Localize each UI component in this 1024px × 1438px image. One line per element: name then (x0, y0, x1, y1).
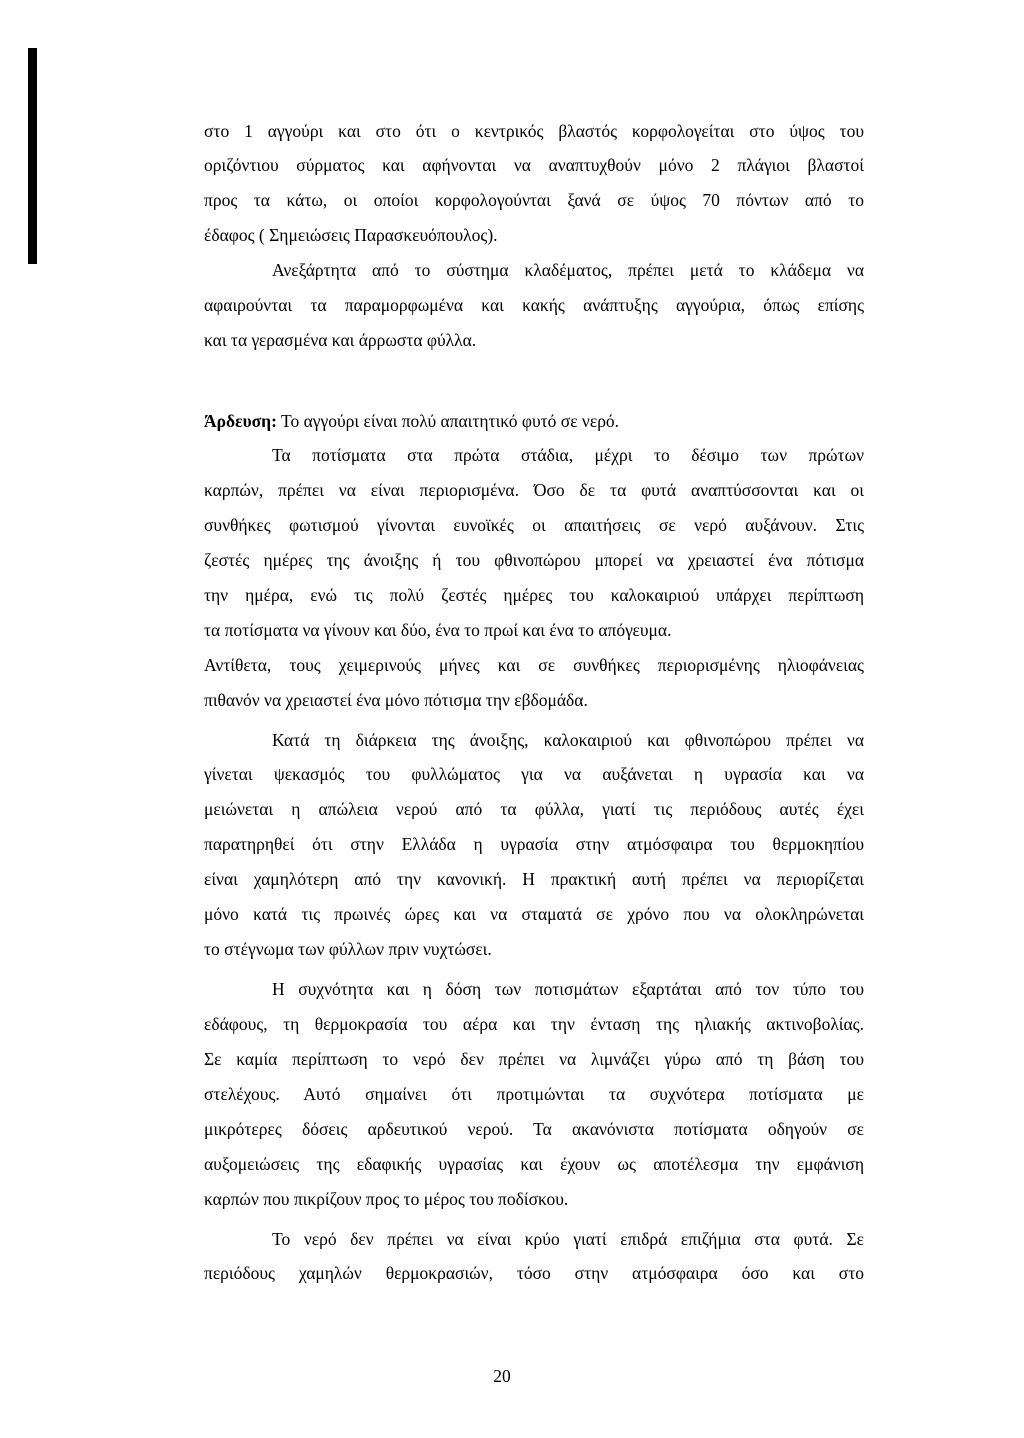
text-line: μόνο κατά τις πρωινές ώρες και να σταματά σε χρόνο που να ολοκληρώνεται (204, 904, 864, 924)
text-line: στο 1 αγγούρι και στο ότι ο κεντρικός βλαστός κορφολογείται στο ύψος του (204, 121, 864, 141)
text-line: μικρότερες δόσεις αρδευτικού νερού. Τα ακανόνιστα ποτίσματα οδηγούν σε (204, 1119, 864, 1139)
text-line: το στέγνωμα των φύλλων πριν νυχτώσει. (204, 939, 492, 959)
text-line: Σε καμία περίπτωση το νερό δεν πρέπει να λιμνάζει γύρω από τη βάση του (204, 1049, 864, 1069)
text-line: προς τα κάτω, οι οποίοι κορφολογούνται ξανά σε ύψος 70 πόντων από το (204, 190, 864, 210)
text-line: Τα ποτίσματα στα πρώτα στάδια, μέχρι το δέσιμο των πρώτων (272, 445, 864, 465)
text-line: οριζόντιου σύρματος και αφήνονται να αναπτυχθούν μόνο 2 πλάγιοι βλαστοί (204, 155, 864, 175)
text-line: στελέχους. Αυτό σημαίνει ότι προτιμώνται τα συχνότερα ποτίσματα με (204, 1084, 864, 1104)
section-heading: Άρδευση: (204, 411, 277, 431)
text-line: και τα γερασμένα και άρρωστα φύλλα. (204, 330, 477, 350)
text-line: καρπών που πικρίζουν προς το μέρος του ποδίσκου. (204, 1189, 569, 1209)
text-line: τα ποτίσματα να γίνουν και δύο, ένα το πρωί και ένα το απόγευμα. (204, 620, 672, 640)
text-line: την ημέρα, ενώ τις πολύ ζεστές ημέρες του καλοκαιριού υπάρχει περίπτωση (204, 585, 864, 605)
text-line: Το νερό δεν πρέπει να είναι κρύο γιατί επιδρά επιζήμια στα φυτά. Σε (272, 1229, 864, 1249)
page-number (0, 1366, 1024, 1386)
text-line: αυξομειώσεις της εδαφικής υγρασίας και έχουν ως αποτέλεσμα την εμφάνιση (204, 1154, 864, 1174)
section-intro: Το αγγούρι είναι πολύ απαιτητικό φυτό σε νερό. (281, 411, 620, 431)
text-line: Αντίθετα, τους χειμερινούς μήνες και σε συνθήκες περιορισμένης ηλιοφάνειας (204, 655, 864, 675)
text-line: αφαιρούνται τα παραμορφωμένα και κακής ανάπτυξης αγγούρια, όπως επίσης (204, 295, 864, 315)
text-line: μειώνεται η απώλεια νερού από τα φύλλα, γιατί τις περιόδους αυτές έχει (204, 799, 864, 819)
text-line: περιόδους χαμηλών θερμοκρασιών, τόσο στην ατμόσφαιρα όσο και στο (204, 1263, 864, 1283)
text-line: Κατά τη διάρκεια της άνοιξης, καλοκαιριού και φθινοπώρου πρέπει να (272, 730, 864, 750)
text-line: καρπών, πρέπει να είναι περιορισμένα. Όσο δε τα φυτά αναπτύσσονται και οι (204, 480, 864, 500)
text-line: εδάφους, τη θερμοκρασία του αέρα και την ένταση της ηλιακής ακτινοβολίας. (204, 1014, 864, 1034)
page-number-label: 20 (493, 1366, 511, 1386)
text-line: παρατηρηθεί ότι στην Ελλάδα η υγρασία στην ατμόσφαιρα του θερμοκηπίου (204, 834, 864, 854)
text-line: είναι χαμηλότερη από την κανονική. Η πρακτική αυτή πρέπει να περιορίζεται (204, 869, 864, 889)
text-line: Ανεξάρτητα από το σύστημα κλαδέματος, πρέπει μετά το κλάδεμα να (272, 260, 864, 280)
margin-bar (28, 48, 37, 264)
text-line: Η συχνότητα και η δόση των ποτισμάτων εξαρτάται από τον τύπο του (272, 979, 864, 999)
text-line: έδαφος ( Σημειώσεις Παρασκευόπουλος). (204, 225, 498, 245)
text-line: γίνεται ψεκασμός του φυλλώματος για να αυξάνεται η υγρασία και να (204, 764, 864, 784)
text-line: πιθανόν να χρειαστεί ένα μόνο πότισμα την εβδομάδα. (204, 690, 588, 710)
text-line: συνθήκες φωτισμού γίνονται ευνοϊκές οι απαιτήσεις σε νερό αυξάνουν. Στις (204, 515, 864, 535)
text-line: ζεστές ημέρες της άνοιξης ή του φθινοπώρου μπορεί να χρειαστεί ένα πότισμα (204, 550, 864, 570)
section-heading-line (204, 411, 619, 431)
